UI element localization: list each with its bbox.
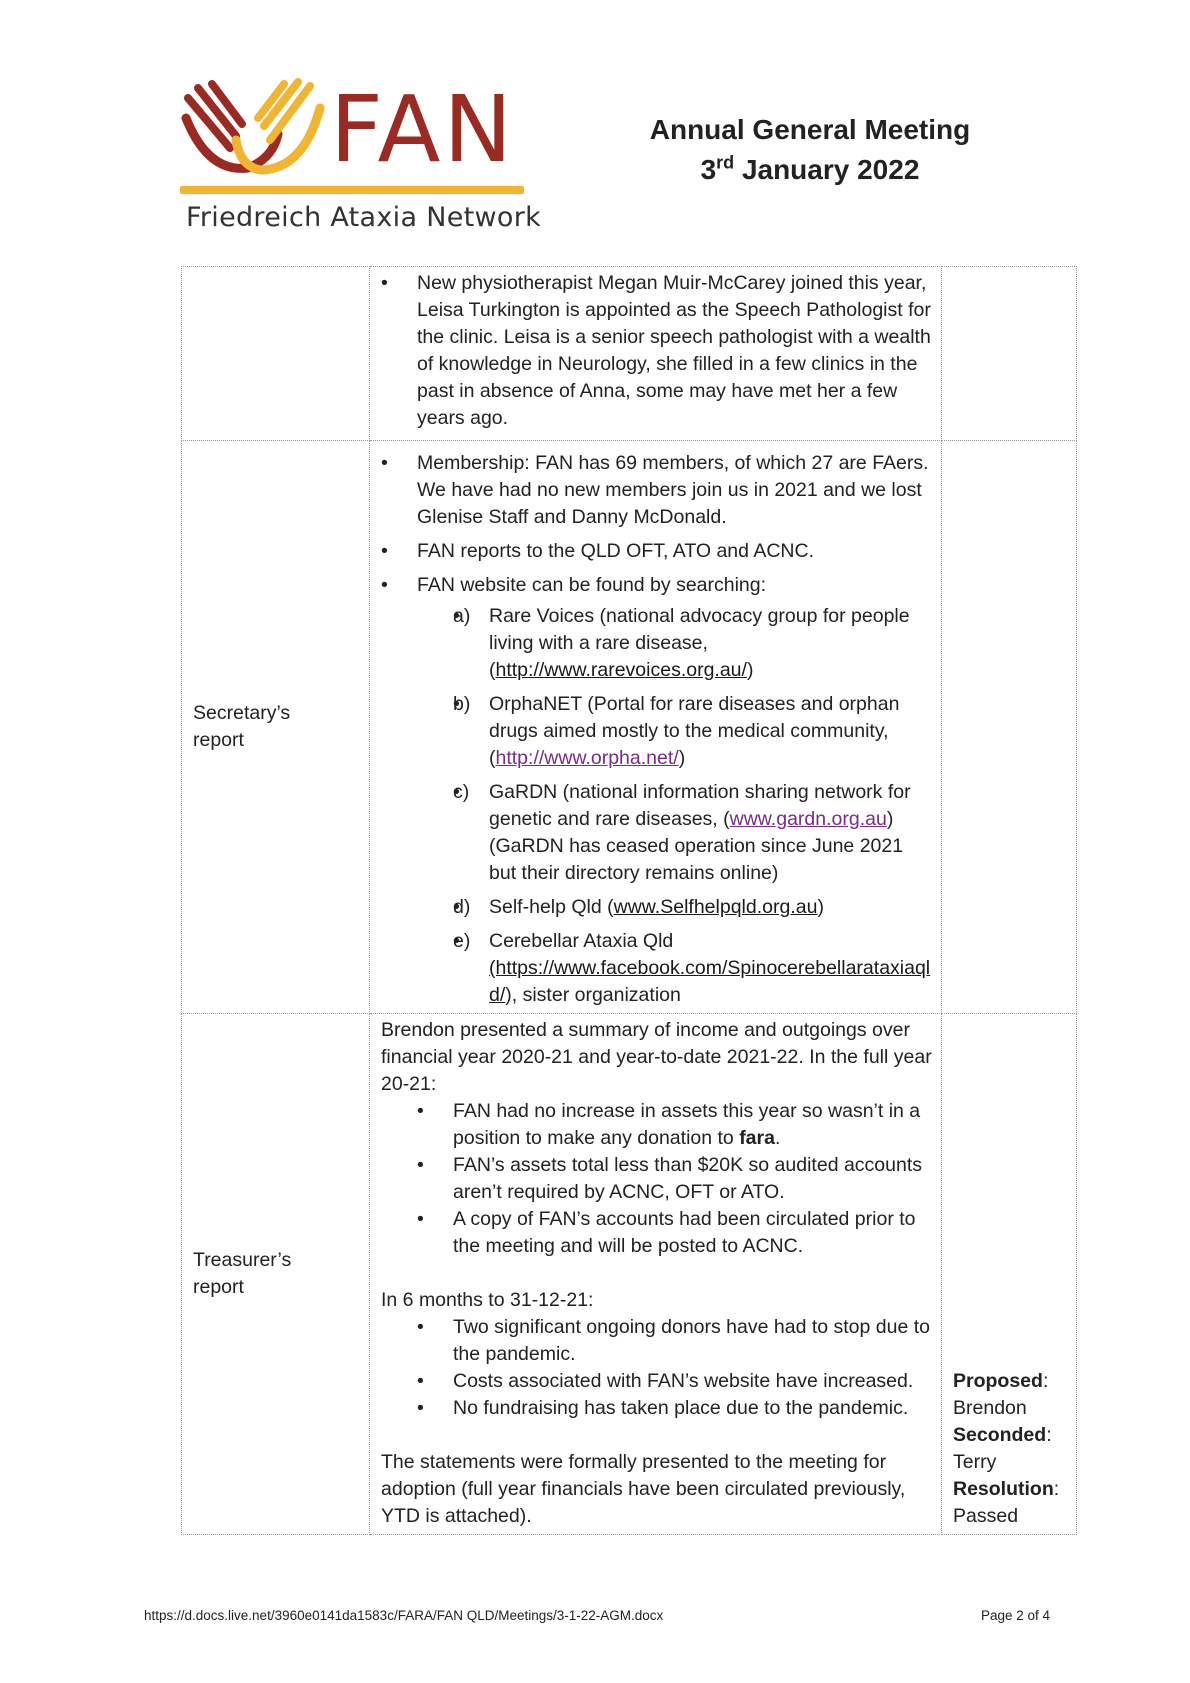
logo-subtitle: Friedreich Ataxia Network xyxy=(186,202,542,233)
secretary-label-line1: Secretary’s xyxy=(193,702,291,724)
row-resolution xyxy=(942,267,1077,441)
spacer xyxy=(381,1260,933,1287)
website-list xyxy=(453,603,933,1009)
orpha-link[interactable]: http://www.orpha.net/ xyxy=(495,747,679,769)
list-item: • FAN reports to the QLD OFT, ATO and ACNC. xyxy=(381,538,933,565)
seconded-line: Seconded: xyxy=(953,1424,1052,1446)
bullet-list xyxy=(381,1314,933,1422)
list-item: • FAN’s assets total less than $20K so audited accounts aren’t required by ACNC, OFT or ATO. xyxy=(417,1152,933,1206)
header-day: 3 xyxy=(700,154,717,185)
proposed-line: Proposed: xyxy=(953,1370,1049,1392)
item-after: ) (GaRDN has ceased operation since June 2021 but their directory remains online) xyxy=(489,808,904,884)
treasurer-closing: The statements were formally presented to the meeting for adoption (full year financials have been circulated previously, YTD is attached). xyxy=(381,1451,906,1527)
seconded-label: Seconded xyxy=(953,1424,1047,1446)
selfhelp-link[interactable]: www.Selfhelpqld.org.au xyxy=(613,896,818,918)
item-marker: • e) xyxy=(453,930,471,952)
list-item: • No fundraising has taken place due to the pandemic. xyxy=(417,1395,933,1422)
website-item xyxy=(453,691,933,772)
gardn-link[interactable]: www.gardn.org.au xyxy=(729,808,887,830)
seconded-value: Terry xyxy=(953,1451,997,1473)
item-text: Self-help Qld ( xyxy=(489,896,614,918)
logo-wordmark: FAN xyxy=(330,76,516,183)
website-item xyxy=(453,603,933,684)
secretary-content xyxy=(370,441,942,1014)
table-row xyxy=(182,441,1077,1014)
list-item xyxy=(381,572,933,1009)
item-text: Cerebellar Ataxia Qld xyxy=(489,930,674,952)
bullet-list xyxy=(381,270,933,432)
header-title: Annual General Meeting xyxy=(649,114,971,145)
treasurer-subheading: In 6 months to 31-12-21: xyxy=(381,1289,594,1311)
facebook-link[interactable]: (https://www.facebook.com/Spinocerebellarataxiaqld/ xyxy=(489,957,931,1006)
proposed-label: Proposed xyxy=(953,1370,1043,1392)
header-date xyxy=(620,150,1000,190)
website-item xyxy=(453,928,933,1009)
document-header xyxy=(620,110,1000,190)
bullet-list xyxy=(381,450,933,1009)
fan-logo xyxy=(178,76,542,238)
header-month-year: January 2022 xyxy=(741,154,920,185)
treasurer-label-line1: Treasurer’s xyxy=(193,1249,292,1271)
list-item-text: FAN website can be found by searching: xyxy=(417,574,767,596)
item-text: GaRDN (national information sharing network for genetic and rare diseases, ( xyxy=(489,781,911,830)
list-item xyxy=(417,1098,933,1152)
resolution-value: Passed xyxy=(953,1505,1019,1527)
footer-page-number: Page 2 of 4 xyxy=(981,1608,1051,1623)
item-marker: • a) xyxy=(453,605,471,627)
item-marker: • c) xyxy=(453,781,470,803)
bullet-list xyxy=(381,1098,933,1260)
row-label xyxy=(182,1014,370,1535)
fara-text: fara xyxy=(739,1127,775,1149)
rarevoices-link[interactable]: http://www.rarevoices.org.au/ xyxy=(495,659,747,681)
row-resolution xyxy=(942,441,1077,1014)
resolution-label: Resolution xyxy=(953,1478,1054,1500)
row-label xyxy=(182,267,370,441)
list-item: • Two significant ongoing donors have had to stop due to the pandemic. xyxy=(417,1314,933,1368)
row-label xyxy=(182,441,370,1014)
list-item: • A copy of FAN’s accounts had been circulated prior to the meeting and will be posted to ACNC. xyxy=(417,1206,933,1260)
resolution-block xyxy=(942,1368,1076,1534)
row-content xyxy=(370,267,942,441)
website-item xyxy=(453,779,933,887)
proposed-value: Brendon xyxy=(953,1397,1027,1419)
spacer xyxy=(381,1422,933,1449)
list-item: • New physiotherapist Megan Muir-McCarey joined this year, Leisa Turkington is appointed as the Speech Pathologist for the clinic. Leisa is a senior speech pathologist with a wealth of knowledge in Neurology, she filled in a few clinics in the past in absence of Anna, some may have met her a few years ago. xyxy=(381,270,933,432)
website-item xyxy=(453,894,933,921)
list-item-end: . xyxy=(774,1127,781,1149)
item-after: ) xyxy=(746,659,754,681)
table-row xyxy=(182,1014,1077,1535)
treasurer-intro: Brendon presented a summary of income and outgoings over financial year 2020-21 and year-to-date 2021-22. In the full year 20-21: xyxy=(381,1019,932,1095)
footer-url: https://d.docs.live.net/3960e0141da1583c/FARA/FAN QLD/Meetings/3-1-22-AGM.docx xyxy=(144,1608,664,1623)
treasurer-content xyxy=(370,1014,942,1535)
resolution-line: Resolution: xyxy=(953,1478,1060,1500)
table-row xyxy=(182,267,1077,441)
item-text: OrphaNET (Portal for rare diseases and orphan drugs aimed mostly to the medical community, ( xyxy=(489,693,900,769)
item-marker: • b) xyxy=(453,693,471,715)
item-after: ) xyxy=(817,896,824,918)
list-item-text: FAN had no increase in assets this year so wasn’t in a position to make any donation to xyxy=(453,1100,921,1149)
treasurer-label-line2: report xyxy=(193,1276,244,1298)
treasurer-resolution xyxy=(942,1014,1077,1535)
list-item: • Membership: FAN has 69 members, of which 27 are FAers. We have had no new members join us in 2021 and we lost Glenise Staff and Danny McDonald. xyxy=(381,450,933,531)
item-text: Rare Voices (national advocacy group for people living with a rare disease, ( xyxy=(489,605,910,681)
list-item: • Costs associated with FAN’s website have increased. xyxy=(417,1368,933,1395)
item-marker: • d) xyxy=(453,896,471,918)
header-day-suffix: rd xyxy=(716,152,735,173)
item-after: ), sister organization xyxy=(505,984,681,1006)
logo-underline xyxy=(180,186,524,194)
secretary-label-line2: report xyxy=(193,729,244,751)
minutes-table xyxy=(181,266,1077,1535)
item-after: ) xyxy=(678,747,686,769)
hands-logo-icon xyxy=(178,78,328,188)
